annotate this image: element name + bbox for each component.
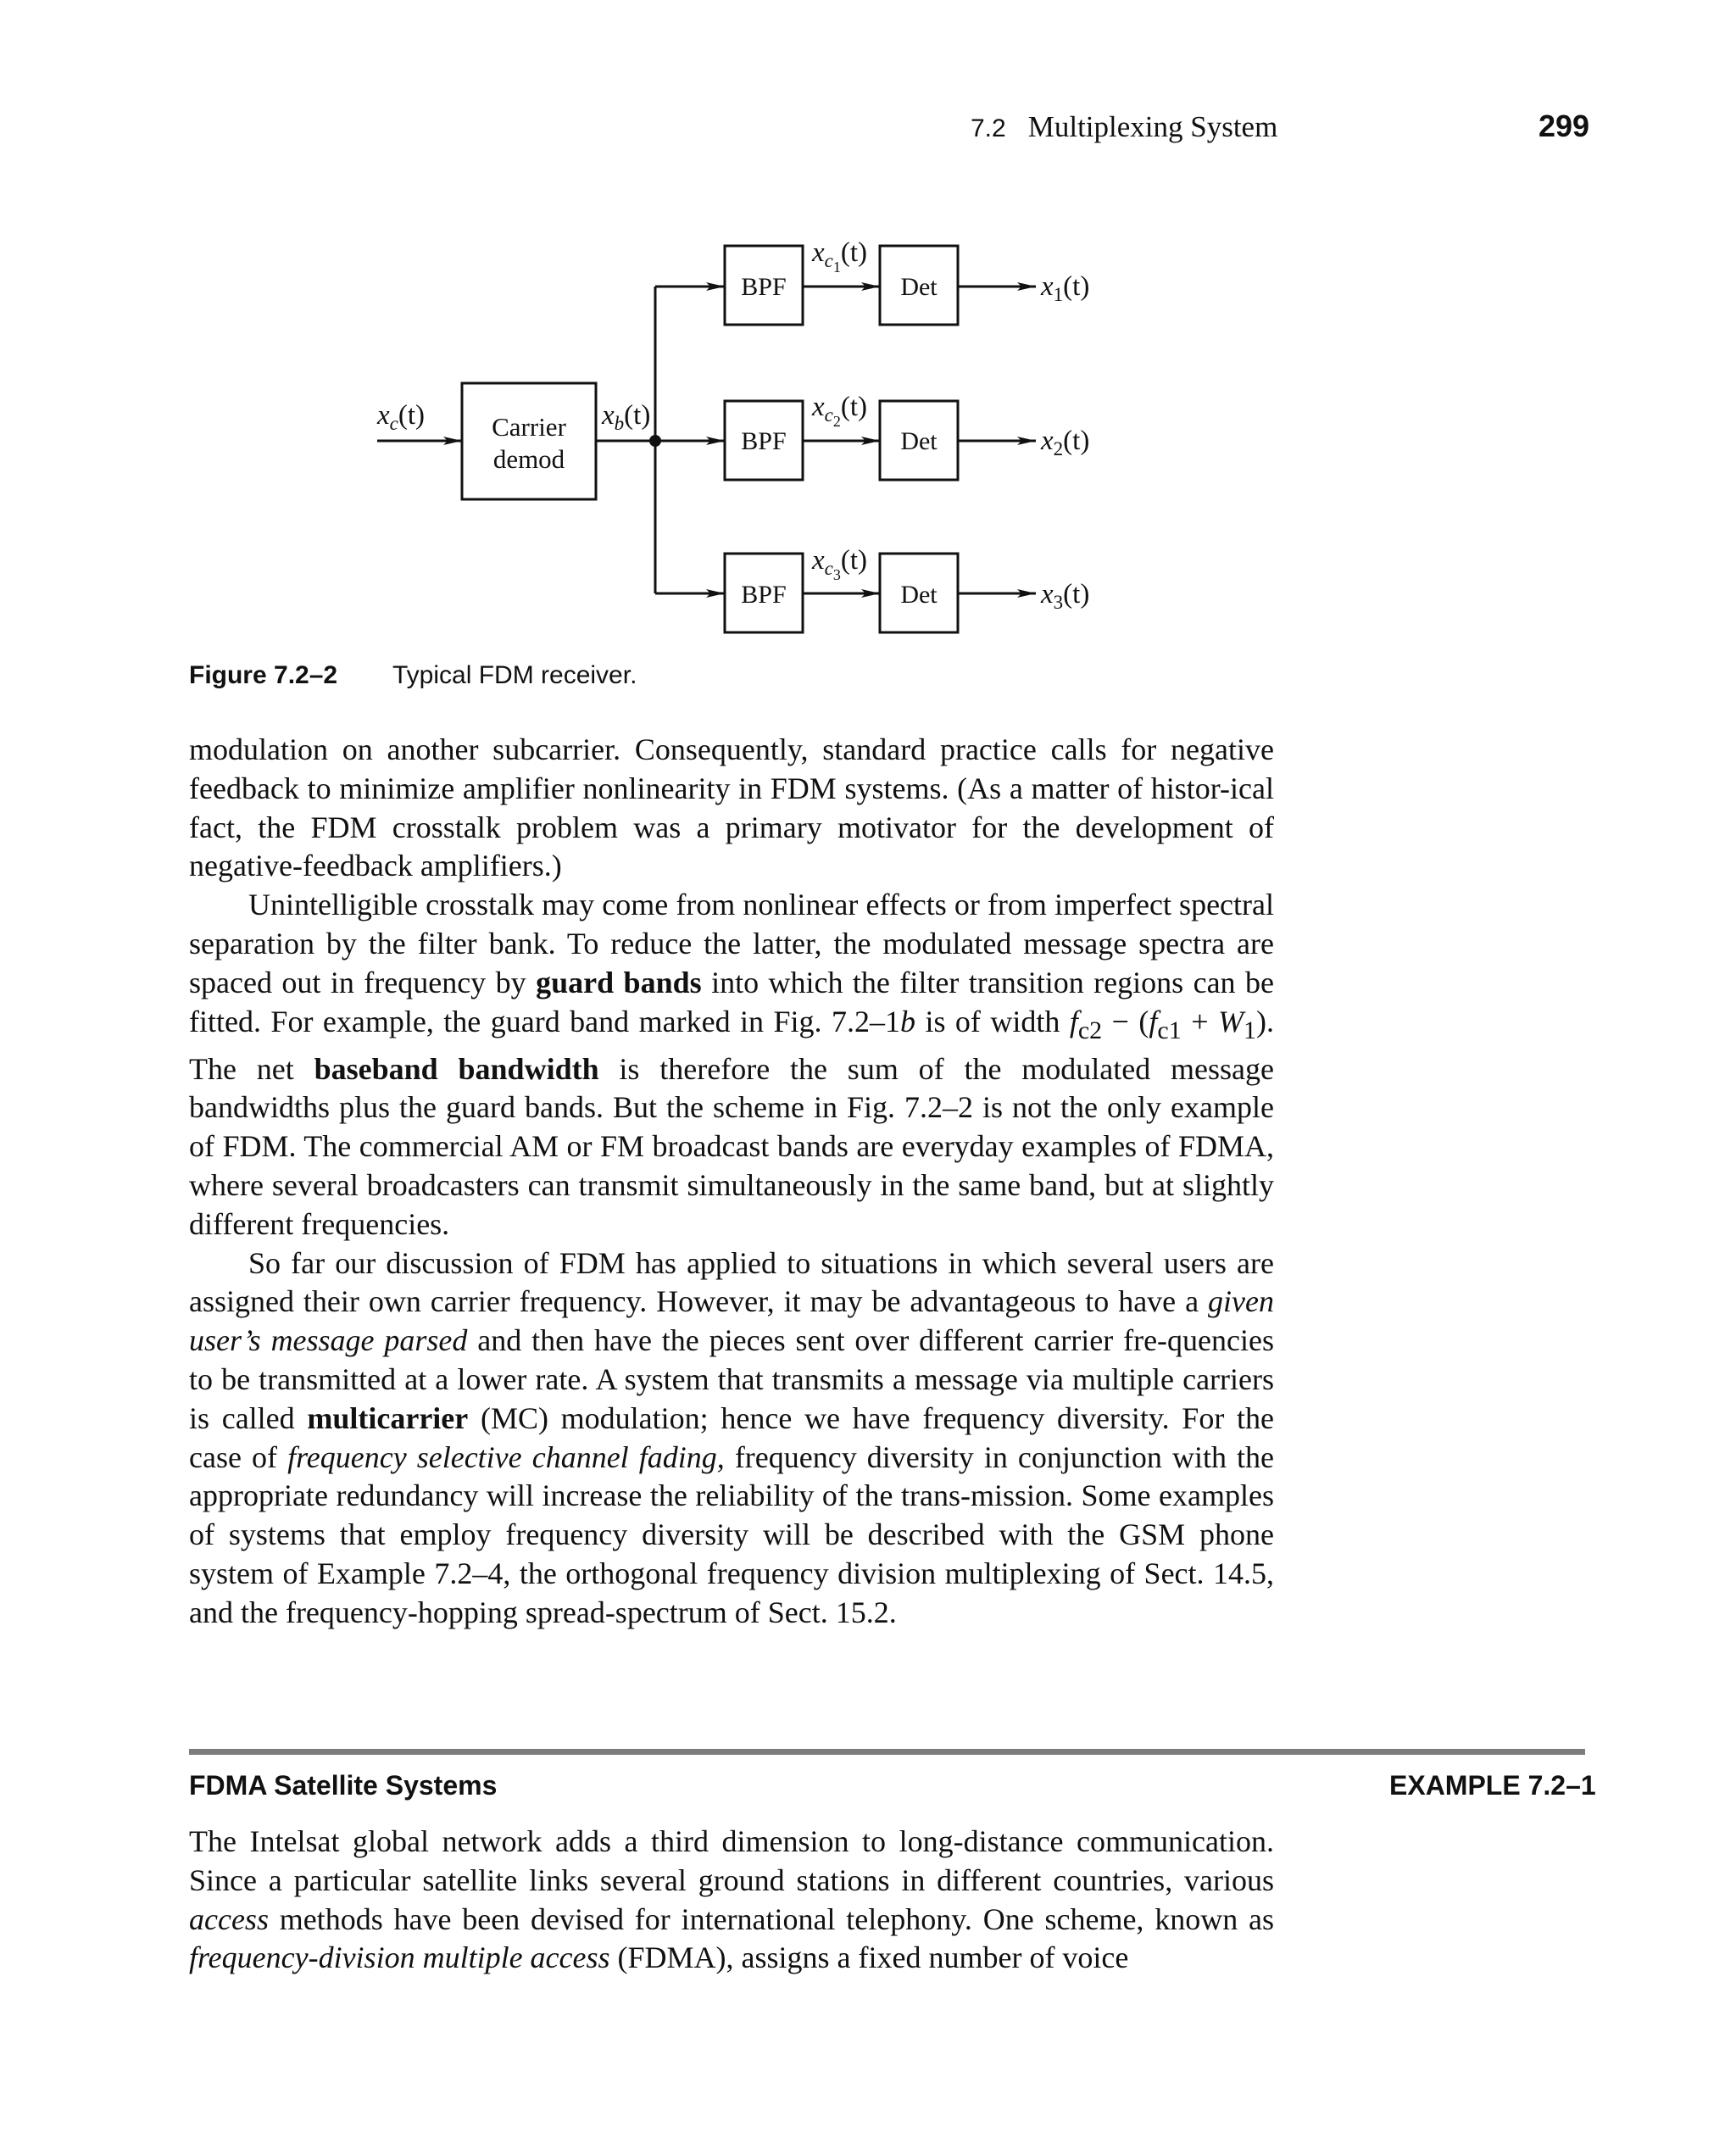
example-body xyxy=(189,1823,1274,1978)
figure-label: Figure 7.2–2 xyxy=(189,661,338,689)
det-label-3: Det xyxy=(900,581,938,609)
carrier-demod-line1: Carrier xyxy=(492,412,566,442)
section-title: Multiplexing System xyxy=(1027,110,1278,143)
section-number: 7.2 xyxy=(971,114,1006,142)
channel-signal-label-1: $x_c1(t)$ xyxy=(812,237,868,276)
paragraph-3: So far our discussion of FDM has applied to situations in which several users are assigned their own carrier frequency. However, it may be advantageous to have a given user’s message parsed and then have the pieces sent over different carrier fre-quencies to be transmitted at a lower rate. A system that transmits a message via multiple carriers is called multicarrier (MC) modulation; hence we have frequency diversity. For the case of frequency selective channel fading, frequency diversity in conjunction with the appropriate redundancy will increase the reliability of the trans-mission. Some examples of systems that employ frequency diversity will be described with the GSM phone system of Example 7.2–4, the orthogonal frequency division multiplexing of Sect. 14.5, and the frequency-hopping spread-spectrum of Sect. 15.2. xyxy=(189,1245,1275,1629)
baseband-signal-label: $x_b(t)$ xyxy=(602,400,651,434)
page-number: 299 xyxy=(1538,109,1590,143)
term-baseband-bandwidth: baseband bandwidth xyxy=(314,1051,599,1086)
paragraph-2: Unintelligible crosstalk may come from nonlinear effects or from imperfect spectral separation by the filter bank. To reduce the latter, the modulated message spectra are spaced out in frequency by guard bands into which the filter transition regions can be fitted. For example, the guard band marked in Fig. 7.2–1b is of width $f_{c2} - (f_{c1} + W_1)$. The net baseband bandwidth is therefore the sum of the modulated message bandwidths plus the guard bands. But the scheme in Fig. 7.2–2 is not the only example of FDM. The commercial AM or FM broadcast bands are everyday examples of FDMA, where several broadcasters can transmit simultaneously in the same band, but at slightly different frequencies. xyxy=(189,888,1275,1241)
example-title: FDMA Satellite Systems xyxy=(189,1770,498,1801)
figure-caption-text: Typical FDM receiver. xyxy=(392,661,637,689)
det-label-2: Det xyxy=(900,427,938,455)
term-multicarrier: multicarrier xyxy=(307,1400,469,1435)
paragraph-1: modulation on another subcarrier. Consequently, standard practice calls for negative feedback to minimize amplifier nonlinearity in FDM systems. (As a matter of histor-ical fact, the FDM crosstalk problem was a primary motivator for the development of negative-feedback amplifiers.) xyxy=(189,732,1274,883)
example-paragraph: The Intelsat global network adds a third dimension to long-distance communication. Since a particular satellite links several ground stations in different countries, various access methods have been devised for international telephony. One scheme, known as frequency-division multiple access (FDMA), assigns a fixed number of voice xyxy=(189,1824,1274,1975)
term-guard-bands: guard bands xyxy=(536,965,702,999)
output-label-1: $x_1(t)$ xyxy=(1041,271,1090,305)
det-label-1: Det xyxy=(900,273,938,301)
bpf-label-1: BPF xyxy=(741,273,787,301)
example-label: EXAMPLE 7.2–1 xyxy=(1389,1770,1596,1801)
example-divider xyxy=(189,1749,1585,1755)
bpf-label-3: BPF xyxy=(741,581,787,609)
channel-signal-label-3: $x_c3(t)$ xyxy=(812,545,868,583)
bpf-label-2: BPF xyxy=(741,427,787,455)
figure-caption xyxy=(189,661,637,690)
fdm-receiver-diagram xyxy=(0,0,1736,678)
carrier-demod-line2: demod xyxy=(492,444,565,474)
channel-signal-label-2: $x_c2(t)$ xyxy=(812,392,868,430)
body-text xyxy=(189,731,1274,1633)
output-label-3: $x_3(t)$ xyxy=(1041,579,1090,613)
output-label-2: $x_2(t)$ xyxy=(1041,426,1090,459)
input-signal-label: $x_c(t)$ xyxy=(377,400,426,434)
